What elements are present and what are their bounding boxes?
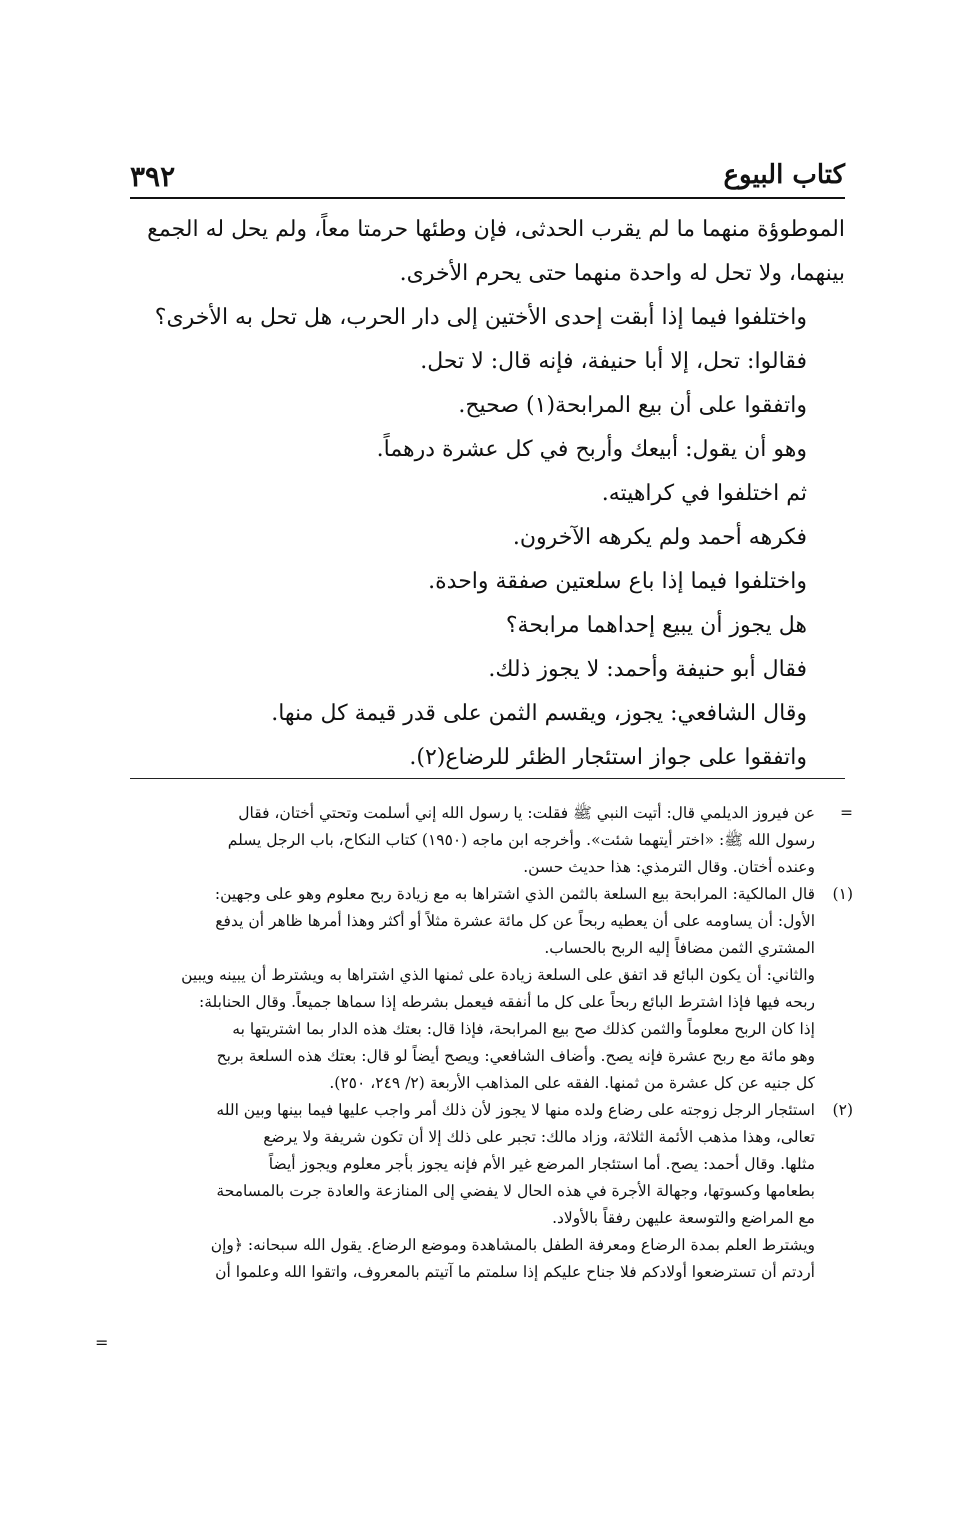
main-text bbox=[130, 208, 845, 780]
text-line: هل يجوز أن يبيع إحداهما مرابحة؟ bbox=[505, 613, 807, 638]
book-title: كتاب البيوع bbox=[723, 160, 845, 190]
text-line: وقال الشافعي: يجوز، ويقسم الثمن على قدر قيمة كل منها. bbox=[271, 701, 807, 726]
header-divider bbox=[130, 197, 845, 199]
footnotes bbox=[125, 800, 853, 1286]
footnote-line: إذا كان الربح معلوماً والثمن كذلك صح بيع المرابحة، فإذا قال: بعتك هذه الدار بما اشتريتها به bbox=[232, 1020, 815, 1038]
footnote-continuation bbox=[125, 800, 853, 881]
text-line: بينهما، ولا تحل له واحدة منهما حتى يحرم الأخرى. bbox=[399, 261, 845, 286]
text-line: الموطوؤة منهما ما لم يقرب الحدثى، فإن وطئها حرمتا معاً، ولم يحل له الجمع bbox=[147, 217, 845, 242]
footnote-1 bbox=[125, 881, 853, 1097]
footnote-line: المشتري الثمن مضافاً إليه الربح بالحساب. bbox=[544, 939, 815, 957]
footnote-line: والثاني: أن يكون البائع قد اتفق على السلعة زيادة على ثمنها الذي اشتراها به ويشترط أن يبينه ويبين bbox=[181, 966, 815, 984]
footnote-line: ويشترط العلم بمدة الرضاع ومعرفة الطفل بالمشاهدة وموضع الرضاع. يقول الله سبحانه: ﴿وإن bbox=[210, 1236, 815, 1254]
text-line: وهو أن يقول: أبيعك وأربح في كل عشرة درهماً. bbox=[376, 437, 807, 462]
footnote-line: ربحه فيها فإذا اشترط البائع ربحاً على كل ما أنفقه فيعمل بشرطه إذا سماها جميعاً. وقال الحنابلة: bbox=[199, 993, 815, 1011]
footnote-line: أردتم أن تسترضعوا أولادكم فلا جناح عليكم إذا سلمتم ما آتيتم بالمعروف، واتقوا الله وعلموا أن bbox=[215, 1263, 815, 1281]
footnote-line: تعالى، وهذا مذهب الأئمة الثلاثة، وزاد مالك: تجبر على ذلك إلا أن تكون شريفة ولا يرضع bbox=[263, 1128, 815, 1146]
footnote-line: رسول الله ﷺ: «اختر أيتهما شئت». وأخرجه ابن ماجه (١٩٥٠) كتاب النكاح، باب الرجل يسلم bbox=[227, 831, 815, 849]
footnote-line: الأول: أن يساومه على أن يعطيه ربحاً عن كل مائة عشرة مثلاً أو أكثر وهذا أمرها ظاهر أن يدفع bbox=[215, 912, 815, 930]
footnote-line: مع المراضع والتوسعة عليهن رفقاً بالأولاد. bbox=[552, 1209, 815, 1227]
page-header bbox=[130, 160, 845, 194]
footnote-line: قال المالكية: المرابحة بيع السلعة بالثمن الذي اشتراها به مع زيادة ربح معلوم وهو على وجهين: bbox=[214, 885, 815, 903]
text-line: واتفقوا على أن بيع المرابحة(١) صحيح. bbox=[458, 393, 807, 418]
footnote-line: استئجار الرجل زوجته على رضاع ولده منها لا يجوز لأن ذلك أمر واجب عليها فيما بينها وبين الله bbox=[216, 1101, 815, 1119]
footnote-2 bbox=[125, 1097, 853, 1286]
footnote-marker: (٢) bbox=[832, 1101, 853, 1119]
footnote-marker: (١) bbox=[832, 885, 853, 903]
continuation-end-mark: = bbox=[95, 1333, 109, 1352]
footnote-line: وعنده أختان. وقال الترمذي: هذا حديث حسن. bbox=[523, 858, 815, 876]
footnote-line: عن فيروز الديلمي قال: أتيت النبي ﷺ فقلت: يا رسول الله إني أسلمت وتحتي أختان، فقال bbox=[238, 804, 815, 822]
footnote-divider bbox=[130, 778, 845, 779]
text-line: فقالوا: تحل، إلا أبا حنيفة، فإنه قال: لا تحل. bbox=[420, 349, 807, 374]
text-line: ثم اختلفوا في كراهيته. bbox=[601, 481, 807, 506]
text-line: واختلفوا فيما إذا باع سلعتين صفقة واحدة. bbox=[428, 569, 807, 594]
continuation-mark: = bbox=[840, 804, 853, 822]
page-number: ٣٩٢ bbox=[130, 160, 176, 193]
footnote-line: مثلها. وقال أحمد: يصح. أما استئجار المرضع غير الأم فإنه يجوز بأجر معلوم ويجوز أيضاً bbox=[268, 1155, 815, 1173]
text-line: واختلفوا فيما إذا أبقت إحدى الأختين إلى دار الحرب، هل تحل به الأخرى؟ bbox=[154, 305, 807, 330]
footnote-line: بطعامها وكسوتها، وجهالة الأجرة في هذه الحال لا يفضي إلى المنازعة والعادة جرت بالمسامحة bbox=[216, 1182, 815, 1200]
text-line: فكرهه أحمد ولم يكرهه الآخرون. bbox=[512, 525, 807, 550]
footnote-line: وهو مائة مع ربح عشرة فإنه يصح. وأضاف الشافعي: ويصح أيضاً لو قال: بعتك هذه السلعة بربح bbox=[216, 1047, 815, 1065]
text-line: فقال أبو حنيفة وأحمد: لا يجوز ذلك. bbox=[488, 657, 807, 682]
footnote-line: كل جنيه عن كل عشرة من ثمنها. الفقه على المذاهب الأربعة (٢/ ٢٤٩، ٢٥٠). bbox=[329, 1074, 815, 1092]
text-line: واتفقوا على جواز استئجار الظئر للرضاع(٢). bbox=[409, 745, 807, 770]
